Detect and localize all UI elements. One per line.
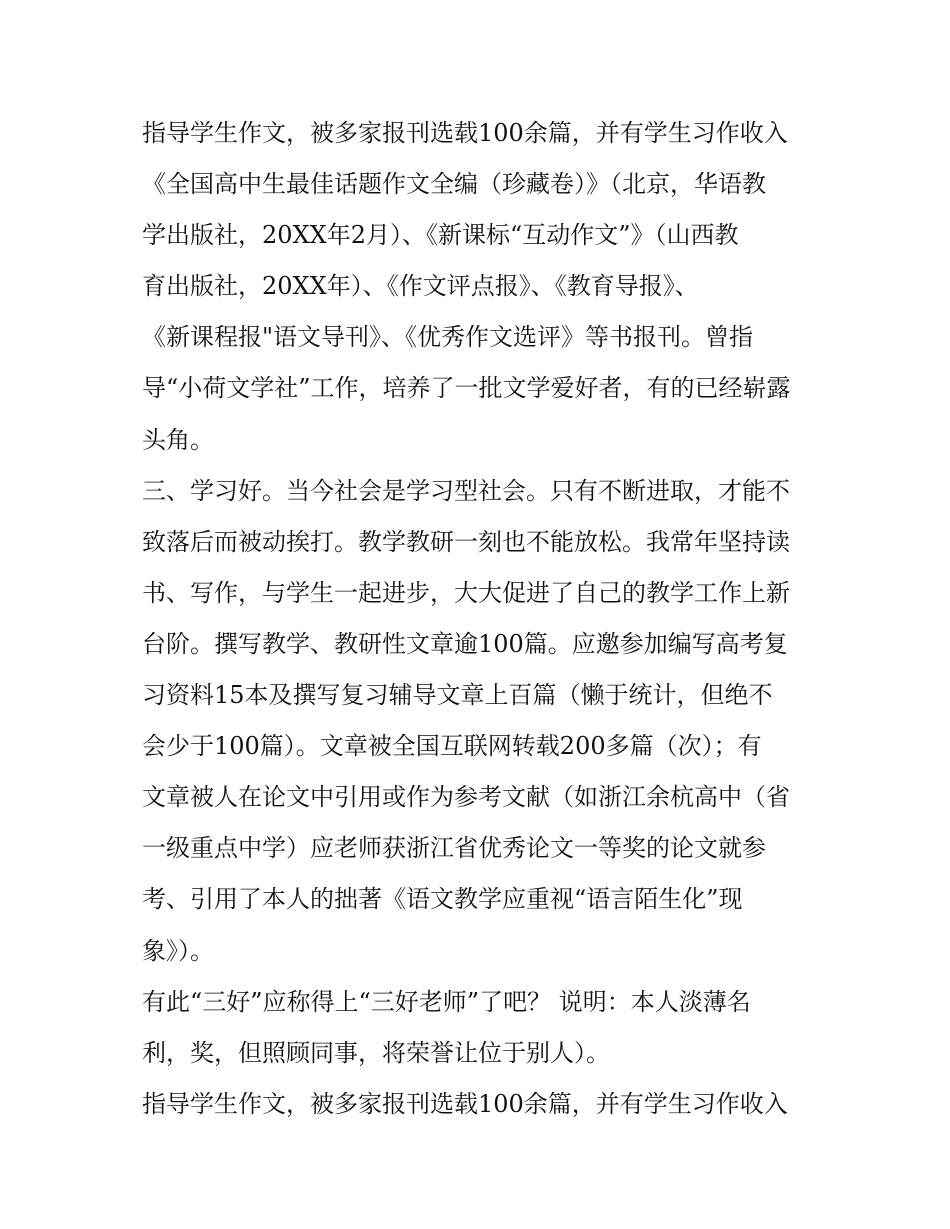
text-line-16: 考、引用了本人的拙著《语文教学应重视“语言陌生化”现 (142, 885, 743, 914)
text-line-8: 三、学习好。当今社会是学习型社会。只有不断进取，才能不 (142, 476, 790, 505)
text-line-4: 育出版社，20XX年）、《作文评点报》、《教育导报》、 (142, 272, 699, 301)
text-line-13: 会少于100篇）。文章被全国互联网转载200多篇（次）；有 (142, 732, 762, 761)
text-line-15: 一级重点中学）应老师获浙江省优秀论文一等奖的论文就参 (142, 834, 766, 863)
document-body (142, 108, 822, 1130)
text-line-17: 象》）。 (142, 936, 214, 965)
text-line-6: 导“小荷文学社”工作，培养了一批文学爱好者，有的已经崭露 (142, 374, 791, 403)
text-line-3: 学出版社，20XX年2月）、《新课标“互动作文”》（山西教 (142, 221, 739, 250)
text-line-14: 文章被人在论文中引用或作为参考文献（如浙江余杭高中（省 (142, 783, 790, 812)
text-line-19: 利，奖，但照顾同事，将荣誉让位于别人）。 (142, 1038, 610, 1067)
text-line-5: 《新课程报"语文导刊》、《优秀作文选评》等书报刊。曾指 (142, 323, 754, 352)
text-line-9: 致落后而被动挨打。教学教研一刻也不能放松。我常年坚持读 (142, 527, 790, 556)
text-line-10: 书、写作，与学生一起进步，大大促进了自己的教学工作上新 (142, 578, 790, 607)
text-line-20: 指导学生作文，被多家报刊选载100余篇，并有学生习作收入 (142, 1089, 788, 1118)
text-line-18: 有此“三好”应称得上“三好老师”了吧？ 说明：本人淡薄名 (142, 987, 751, 1016)
text-line-7: 头角。 (142, 425, 214, 454)
text-line-2: 《全国高中生最佳话题作文全编（珍藏卷）》（北京，华语教 (142, 170, 766, 199)
text-line-12: 习资料15本及撰写复习辅导文章上百篇（懒于统计，但绝不 (142, 681, 773, 710)
text-line-11: 台阶。撰写教学、教研性文章逾100篇。应邀参加编写高考复 (142, 629, 788, 658)
text-line-1: 指导学生作文，被多家报刊选载100余篇，并有学生习作收入 (142, 119, 788, 147)
